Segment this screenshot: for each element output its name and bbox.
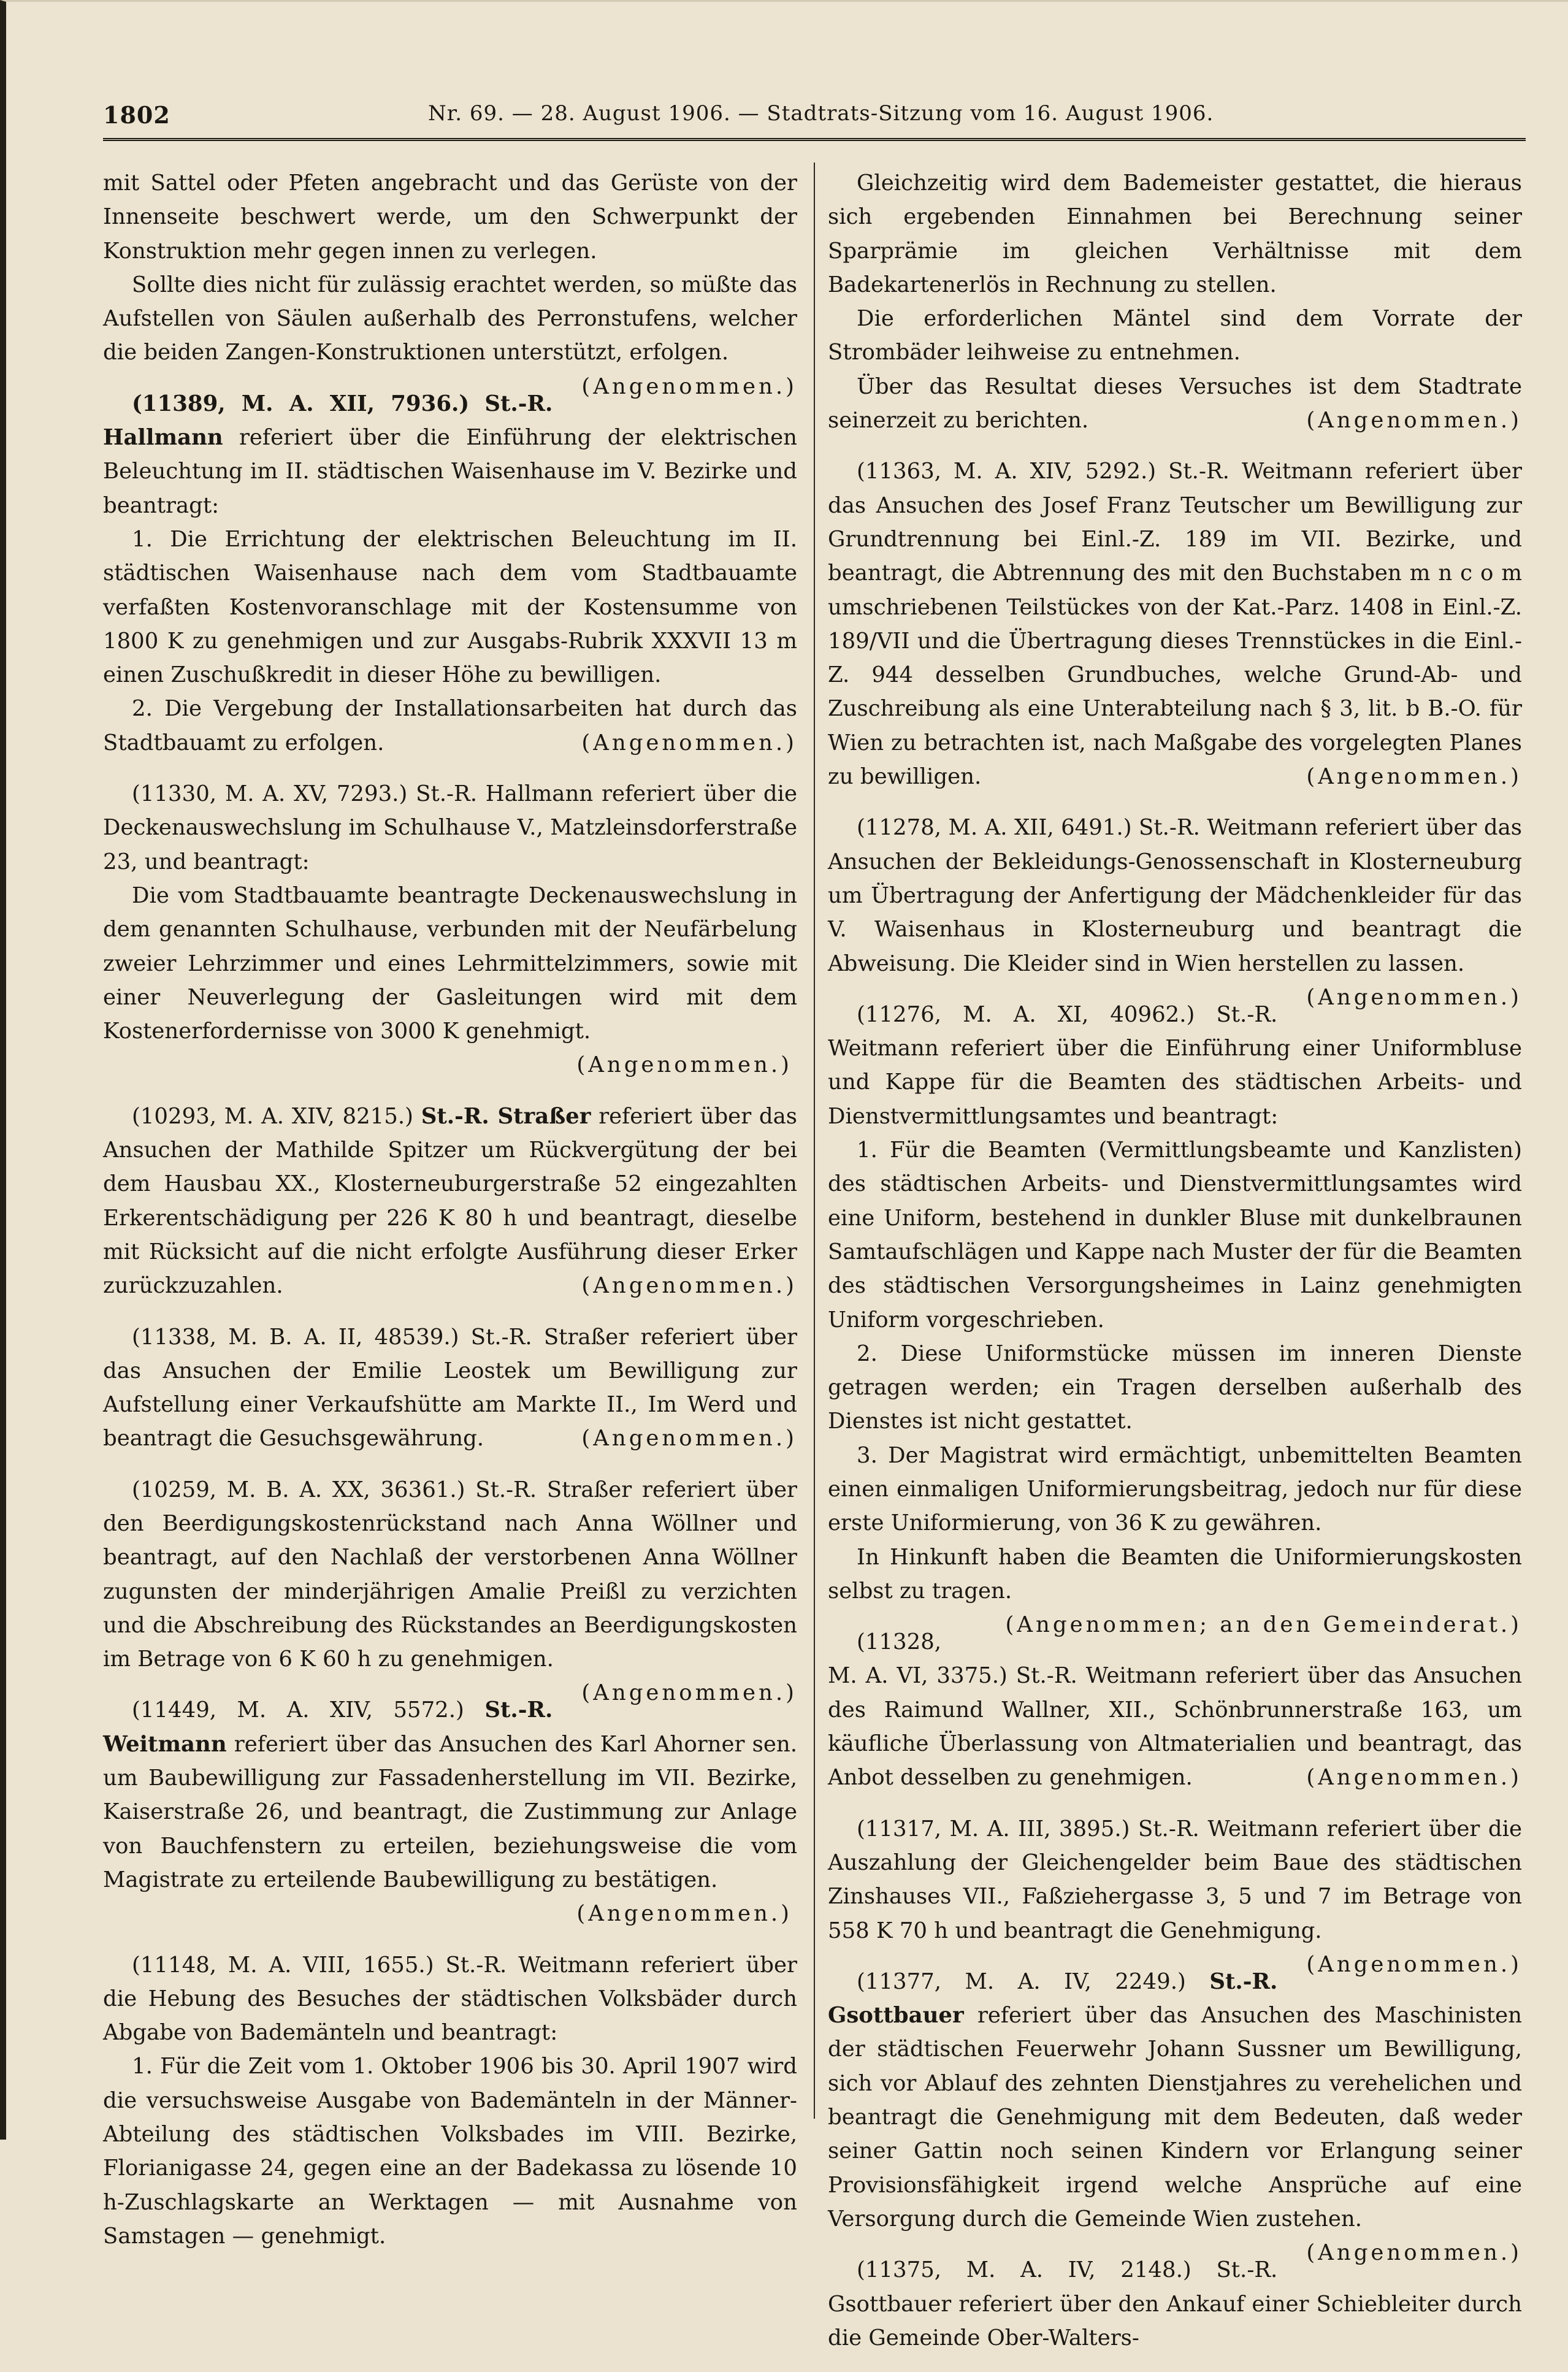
entry-text: referiert über die Hebung des Besuches der städtischen Volksbäder durch Abgabe von Bademänteln und beantragt: <box>103 1952 797 2046</box>
councillor-name: St.-R. Hallmann <box>103 391 553 451</box>
entry-text: referiert über die Einführung einer Uniformbluse und Kappe für die Beamten des städtischen Arbeits- und Dienstvermittlungsamtes und beantragt: <box>828 1036 1522 1129</box>
accepted-mark: (Angenommen.) <box>581 1426 797 1452</box>
file-reference: (11328, M. A. VI, 3375.) <box>828 1629 1008 1689</box>
entry-paragraph <box>103 268 797 399</box>
motion-point: 1. Für die Beamten (Vermittlungsbeamte und Kanzlisten) des städtischen Arbeits- und Dienstvermittlungsamtes wird eine Uniform, bestehend in dunkler Bluse mit dunkelbraunen Samtaufschlägen und Kappe nach Muster der für die Beamten des städtischen Versorgungsheimes in Lainz genehmigten Uniform vorgeschrieben. <box>828 1138 1522 1333</box>
entry-paragraph <box>103 387 797 522</box>
motion-entry <box>103 1320 797 1456</box>
entry-paragraph <box>828 1812 1522 1977</box>
motion-entry <box>828 1625 1522 1794</box>
motion-point <box>103 692 797 760</box>
file-reference: (11330, M. A. XV, 7293.) <box>132 781 408 807</box>
entry-paragraph <box>828 998 1522 1133</box>
continued-entry <box>828 166 1522 437</box>
motion-point: Die vom Stadtbauamte beantragte Deckenauswechslung in dem genannten Schulhause, verbunden mit der Neufärbelung zweier Lehrzimmer und eines Lehrmittelzimmers, sowie mit einer Neuverlegung der Gasleitungen wird mit dem Kostenerfordernisse von 3000 K genehmigt. <box>103 882 797 1044</box>
accepted-mark: (Angenommen.) <box>581 1680 797 1706</box>
entry-text: referiert über die Deckenauswechslung im Schulhause V., Matzleinsdorferstraße 23, und beantragt: <box>103 781 797 874</box>
entry-text: referiert über das Ansuchen des Karl Ahorner sen. um Baubewilligung zur Fassadenherstellung im VII. Bezirke, Kaiserstraße 26, und beantragt, die Zustimmung zur Anlage von Bauchfenstern zu erteilen, beziehungsweise die vom Magistrate zu erteilende Baubewilligung zu bestätigen. <box>103 1731 797 1892</box>
entry-text: In Hinkunft haben die Beamten die Uniformierungskosten selbst zu tragen. <box>828 1544 1522 1604</box>
file-reference: (11148, M. A. VIII, 1655.) <box>132 1952 434 1978</box>
councillor-name: St.-R. Weitmann <box>103 1697 553 1757</box>
motion-entry <box>103 1948 797 2254</box>
motion-point: 2. Diese Uniformstücke müssen im inneren Dienste getragen werden; ein Tragen derselben außerhalb des Dienstes ist nicht gestattet. <box>828 1341 1522 1434</box>
accepted-mark: (Angenommen.) <box>1306 984 1522 1010</box>
entry-text: referiert über die Auszahlung der Gleichengelder beim Baue des städtischen Zinshauses VII., Faßziehergasse 3, 5 und 7 im Betrage von 558 K 70 h und beantragt die Genehmigung. <box>828 1816 1522 1943</box>
councillor-name: St.-R. Hallmann <box>416 781 594 807</box>
entry-paragraph: mit Sattel oder Pfeten angebracht und das Gerüste von der Innenseite beschwert werde, um den Schwerpunkt der Konstruktion mehr gegen innen zu verlegen. <box>103 170 797 264</box>
file-reference: (11363, M. A. XIV, 5292.) <box>857 459 1157 484</box>
accepted-mark: (Angenommen.) <box>1306 1951 1522 1977</box>
entry-paragraph <box>103 1948 797 2050</box>
councillor-name: St.-R. Gsottbauer <box>828 1968 1278 2029</box>
file-reference: (11377, M. A. IV, 2249.) <box>857 1968 1186 1994</box>
entry-text: Über das Resultat dieses Versuches ist dem Stadtrate seinerzeit zu berichten. <box>828 373 1522 434</box>
motion-entry <box>828 454 1522 794</box>
entry-paragraph <box>103 1320 797 1456</box>
header-rule <box>103 138 1526 141</box>
right-column <box>828 166 1522 2372</box>
entry-text: Sollte dies nicht für zulässig erachtet werden, so müßte das Aufstellen von Säulen außerhalb des Perronstufens, welcher die beiden Zangen-Konstruktionen unterstützt, erfolgen. <box>103 272 797 365</box>
motion-entry <box>103 1473 798 1706</box>
councillor-name: St.-R. Weitmann <box>828 1001 1278 1062</box>
accepted-mark: (Angenommen.) <box>1306 764 1522 790</box>
motion-point <box>828 1540 1522 1638</box>
file-reference: (11278, M. A. XII, 6491.) <box>857 815 1132 841</box>
entry-paragraph <box>828 811 1522 1010</box>
entry-text: referiert über die Einführung der elektrischen Beleuchtung im II. städtischen Waisenhause im V. Bezirke und beantragt: <box>103 425 797 518</box>
entry-paragraph <box>103 1100 797 1303</box>
entry-paragraph: Die erforderlichen Mäntel sind dem Vorrate der Strombäder leihweise zu entnehmen. <box>828 306 1522 365</box>
entry-paragraph <box>828 1625 1522 1794</box>
entry-text: referiert über das Ansuchen der Emilie Leostek um Bewilligung zur Aufstellung einer Verkaufshütte am Markte II., Im Werd und beantragt die Gesuchsgewährung. <box>103 1324 798 1452</box>
accepted-mark: (Angenommen.) <box>581 373 797 399</box>
entry-text: referiert über den Ankauf einer Schiebleiter durch die Gemeinde Ober-Walters- <box>828 2291 1522 2351</box>
entry-paragraph <box>103 777 797 879</box>
councillor-name: St.-R. Straßer <box>421 1103 591 1129</box>
accepted-mark: (Angenommen.) <box>576 1052 792 1078</box>
left-column <box>103 166 797 2270</box>
entry-paragraph <box>828 370 1522 438</box>
column-rule <box>814 163 815 2119</box>
motion-entry <box>103 387 797 760</box>
file-reference: (11389, M. A. XII, 7936.) <box>132 391 470 416</box>
page-header <box>103 101 1526 136</box>
accepted-mark: (Angenommen.) <box>1306 1765 1522 1791</box>
entry-text: referiert über den Beerdigungskostenrückstand nach Anna Wöllner und beantragt, auf den Nachlaß der verstorbenen Anna Wöllner zugunsten der minderjährigen Amalie Preißl zu verzichten und die Abschreibung des Rückstandes an Beerdigungskosten im Betrage von 6 K 60 h zu genehmigen. <box>103 1477 798 1672</box>
entry-paragraph <box>103 1473 798 1706</box>
page-number: 1802 <box>103 101 170 129</box>
entry-text: 2. Die Vergebung der Installationsarbeiten hat durch das Stadtbauamt zu erfolgen. <box>103 696 797 756</box>
motion-entry <box>103 777 797 1082</box>
entry-text: referiert über das Ansuchen der Bekleidungs-Genossenschaft in Klosterneuburg um Übertragung der Anfertigung der Mädchenkleider für das V. Waisenhaus in Klosterneuburg und beantragt die Abweisung. Die Kleider sind in Wien herstellen zu lassen. <box>828 815 1522 976</box>
accepted-mark: (Angenommen.) <box>1306 408 1522 434</box>
councillor-name: St.-R. Weitmann <box>1015 1663 1197 1689</box>
motion-entry <box>828 1965 1522 2266</box>
entry-text: referiert über das Ansuchen des Raimund Wallner, XII., Schönbrunnerstraße 163, um käufliche Überlassung von Altmaterialien und beantragt, das Anbot desselben zu genehmigen. <box>828 1663 1522 1791</box>
councillor-name: St.-R. Weitmann <box>1139 815 1318 841</box>
file-reference: (11276, M. A. XI, 40962.) <box>857 1001 1195 1027</box>
motion-point: 3. Der Magistrat wird ermächtigt, unbemittelten Beamten einen einmaligen Uniformierungsbeitrag, jedoch nur für diese erste Uniformierung, von 36 K zu gewähren. <box>828 1442 1522 1536</box>
continued-entry <box>103 166 797 399</box>
accepted-mark: (Angenommen.) <box>1306 2240 1522 2266</box>
entry-text: referiert über das Ansuchen des Josef Franz Teutscher um Bewilligung zur Grundtrennung bei Einl.-Z. 189 im VII. Bezirke, und beantragt, die Abtrennung des mit den Buchstaben m n c o m umschriebenen Teilstückes von der Kat.-Parz. 1408 in Einl.-Z. 189/VII und die Übertragung dieses Trennstückes in die Einl.-Z. 944 desselben Grundbuches, welche Grund-Ab- und Zuschreibung als eine Unterabteilung nach § 3, lit. b B.-O. für Wien zu betrachten ist, nach Maßgabe des vorgelegten Planes zu bewilligen. <box>828 459 1522 790</box>
entry-text: referiert über das Ansuchen des Maschinisten der städtischen Feuerwehr Johann Sussner um Bewilligung, sich vor Ablauf des zehnten Dienstjahres zu verehelichen und beantragt die Genehmigung mit dem Bedeuten, daß weder seiner Gattin noch seinen Kindern vor Erlangung seiner Provisionsfähigkeit irgend welche Ansprüche auf eine Versorgung durch die Gemeinde Wien zustehen. <box>828 2003 1522 2232</box>
councillor-name: St.-R. Gsottbauer <box>828 2257 1278 2317</box>
file-reference: (11317, M. A. III, 3895.) <box>857 1816 1130 1842</box>
running-head: Nr. 69. — 28. August 1906. — Stadtrats-Sitzung vom 16. August 1906. <box>428 101 1214 126</box>
motion-entry <box>828 998 1522 1638</box>
entry-paragraph <box>103 1693 797 1897</box>
accepted-mark: (Angenommen.) <box>576 1901 792 1927</box>
entry-text: referiert über das Ansuchen der Mathilde Spitzer um Rückvergütung der bei dem Hausbau XX., Klosterneuburgerstraße 52 eingezahlten Erkerentschädigung per 226 K 80 h und beantragt, dieselbe mit Rücksicht auf die nicht erfolgte Ausführung dieser Erker zurückzuzahlen. <box>103 1103 797 1299</box>
file-reference: (10259, M. B. A. XX, 36361.) <box>132 1477 465 1502</box>
entry-paragraph <box>828 454 1522 794</box>
councillor-name: St.-R. Weitmann <box>1138 1816 1319 1842</box>
file-reference: (10293, M. A. XIV, 8215.) <box>132 1103 413 1129</box>
accepted-mark: (Angenommen.) <box>581 1273 797 1299</box>
councillor-name: St.-R. Weitmann <box>1168 459 1353 484</box>
file-reference: (11375, M. A. IV, 2148.) <box>857 2257 1191 2283</box>
entry-paragraph <box>828 1965 1522 2266</box>
motion-entry <box>828 1812 1522 1977</box>
councillor-name: St.-R. Weitmann <box>445 1952 629 1978</box>
motion-point: 1. Für die Zeit vom 1. Oktober 1906 bis 30. April 1907 wird die versuchsweise Ausgabe von Bademänteln in der Männer-Abteilung des städtischen Volksbades im VIII. Bezirke, Florianigasse 24, gegen eine an der Badekassa zu lösende 10 h-Zuschlagskarte an Werktagen — mit Ausnahme von Samstagen — genehmigt. <box>103 2054 797 2249</box>
file-reference: (11338, M. B. A. II, 48539.) <box>132 1324 459 1350</box>
accepted-mark: (Angenommen; an den Gemeinderat.) <box>1005 1612 1522 1638</box>
councillor-name: St.-R. Straßer <box>475 1477 632 1502</box>
file-reference: (11449, M. A. XIV, 5572.) <box>132 1697 464 1723</box>
entry-paragraph: Gleichzeitig wird dem Bademeister gestattet, die hieraus sich ergebenden Einnahmen bei Berechnung seiner Sparprämie im gleichen Verhältnisse mit dem Badekartenerlös in Rechnung zu stellen. <box>828 170 1522 297</box>
motion-point: 1. Die Errichtung der elektrischen Beleuchtung im II. städtischen Waisenhause nach dem vom Stadtbauamte verfaßten Kostenvoranschlage mit der Kostensumme von 1800 K zu genehmigen und zur Ausgabs-Rubrik XXXVII 13 m einen Zuschußkredit in dieser Höhe zu bewilligen. <box>103 526 797 688</box>
councillor-name: St.-R. Straßer <box>470 1324 629 1350</box>
accepted-mark: (Angenommen.) <box>581 730 797 756</box>
motion-entry <box>828 811 1522 1010</box>
motion-entry <box>103 1100 797 1303</box>
motion-entry <box>103 1693 797 1930</box>
